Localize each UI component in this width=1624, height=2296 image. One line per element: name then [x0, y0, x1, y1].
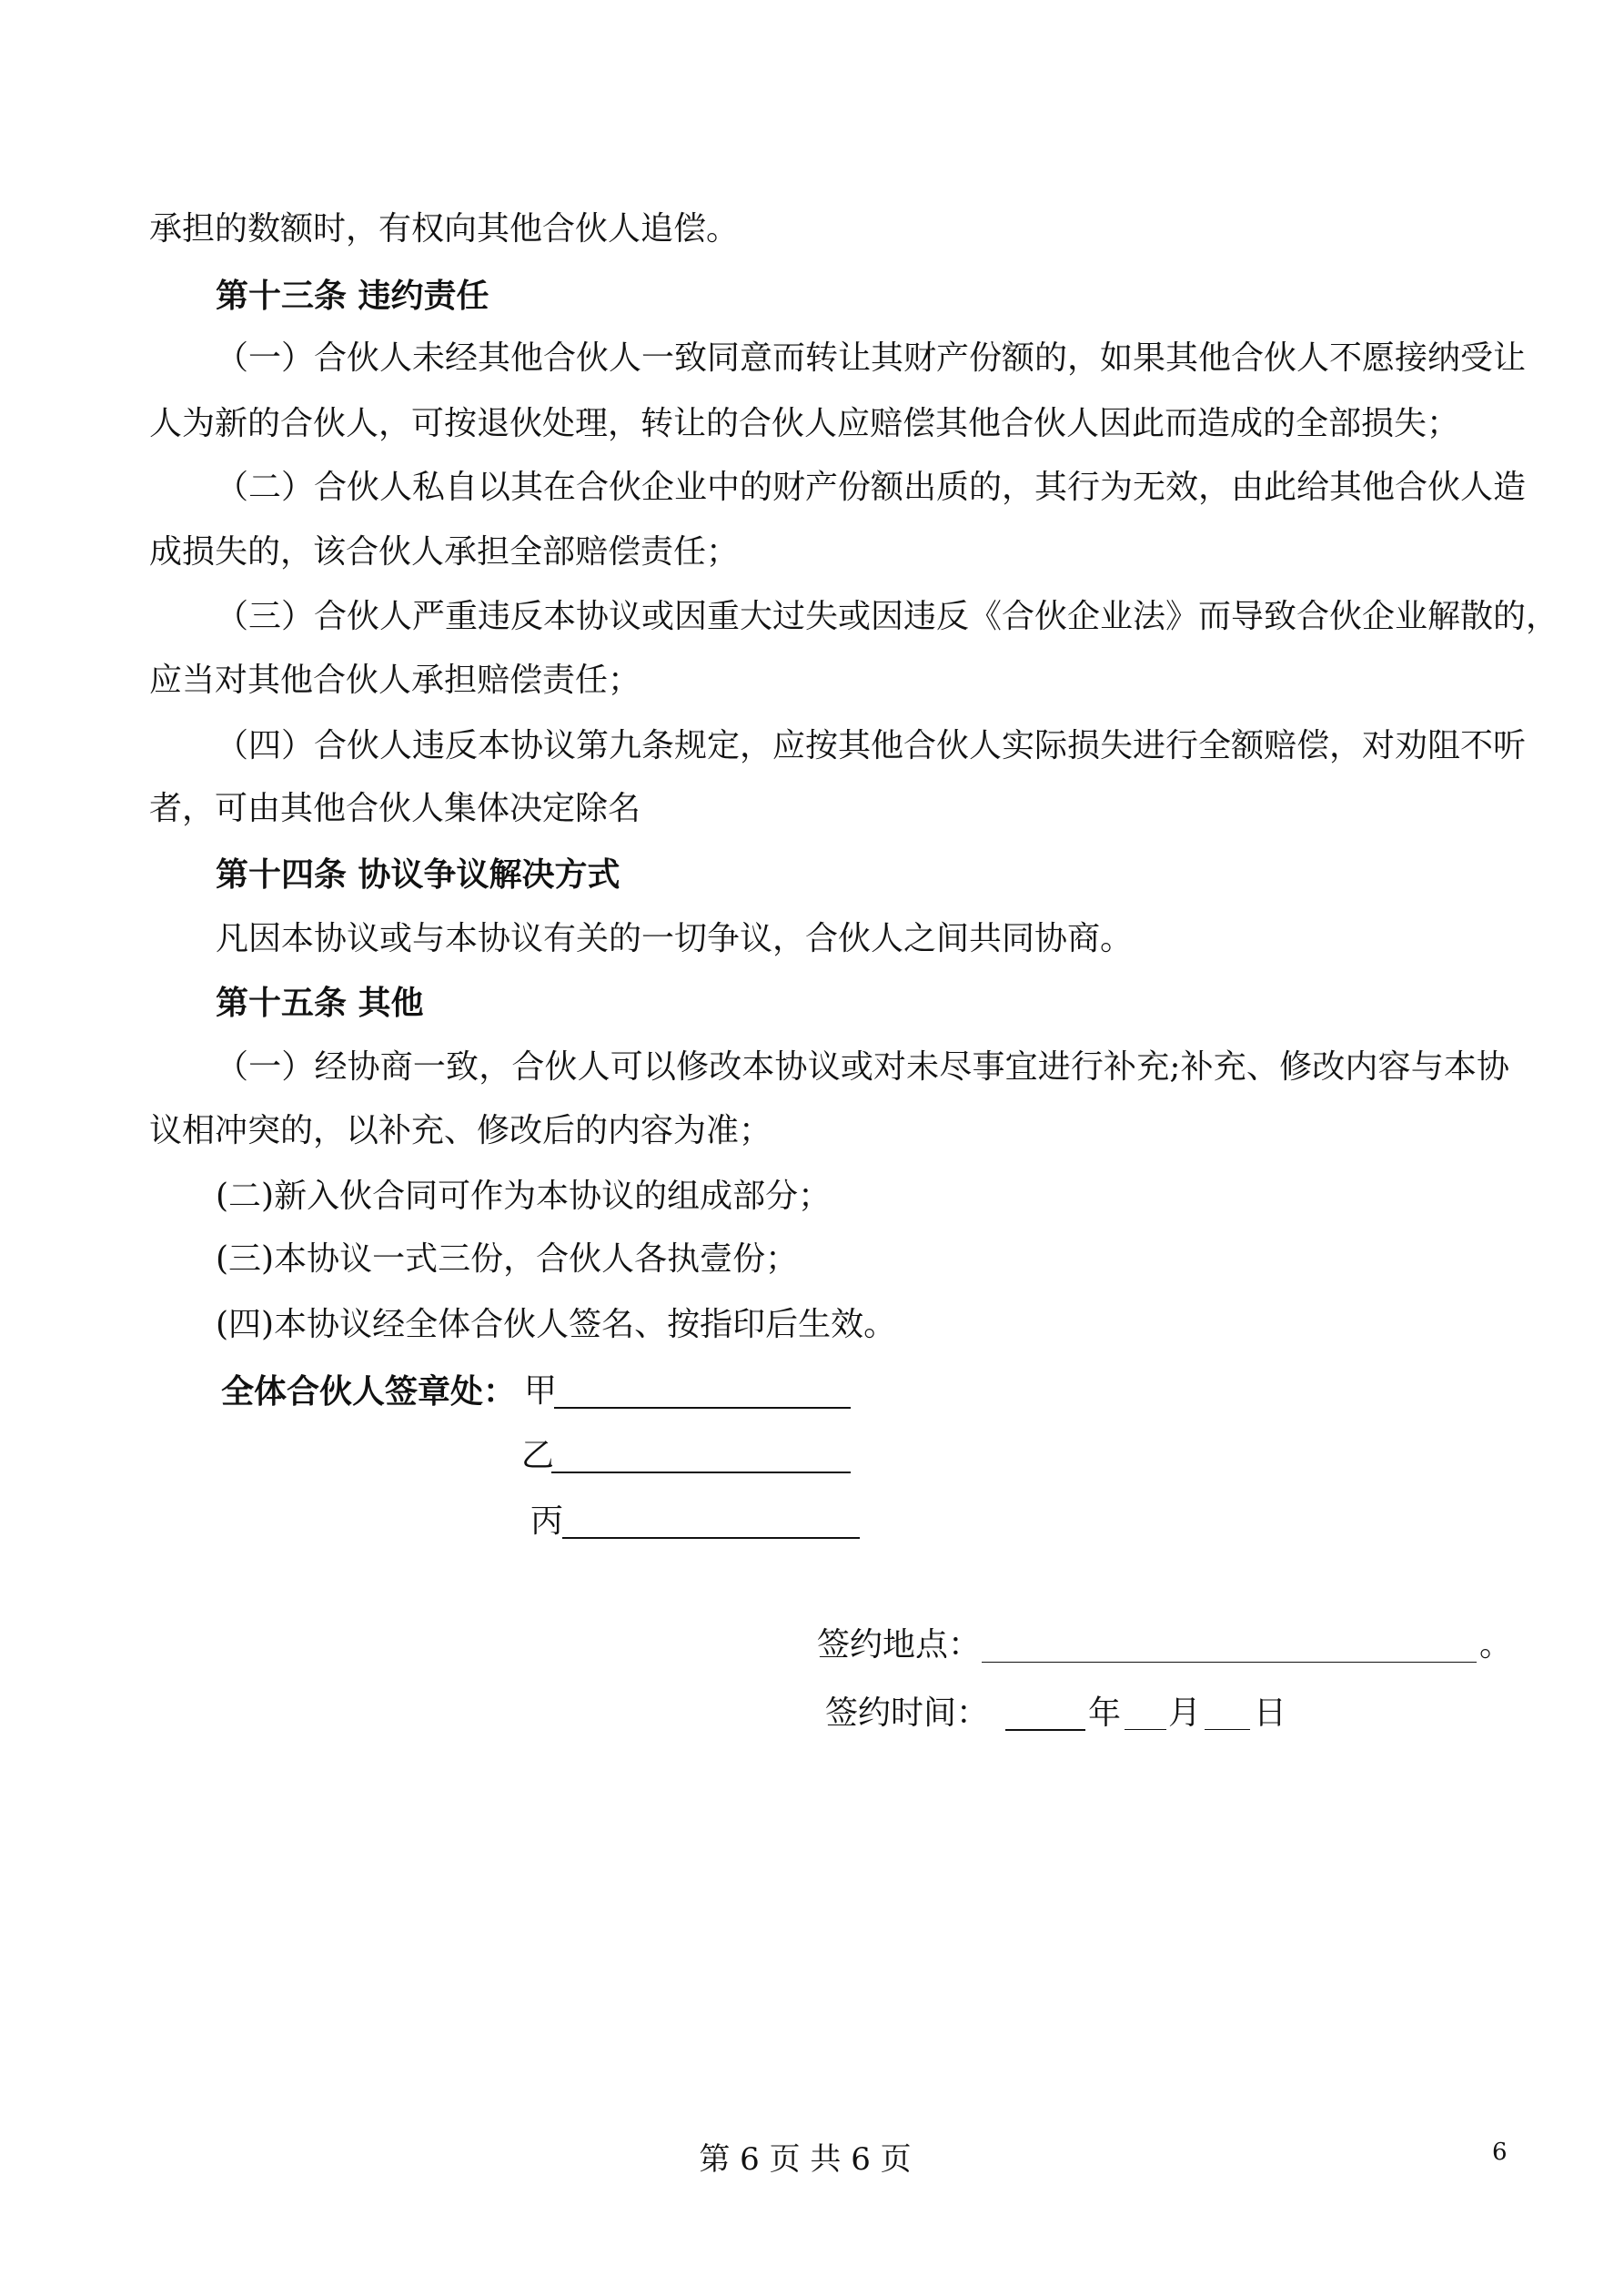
- paragraph-line: （一）经协商一致，合伙人可以修改本协议或对未尽事宜进行补充;补充、修改内容与本协: [216, 1048, 1509, 1086]
- year-blank: [1005, 1729, 1085, 1731]
- paragraph-line: 凡因本协议或与本协议有关的一切争议，合伙人之间共同协商。: [216, 920, 1134, 957]
- paragraph-line: 议相冲突的，以补充、修改后的内容为准；: [149, 1112, 772, 1149]
- paragraph-line: （三）合伙人严重违反本协议或因重大过失或因违反《合伙企业法》而导致合伙企业解散的，: [216, 598, 1559, 635]
- party-c-label: 丙: [530, 1502, 564, 1540]
- paragraph-line: （四）合伙人违反本协议第九条规定，应按其他合伙人实际损失进行全额赔偿，对劝阻不听: [216, 727, 1527, 764]
- party-b-label: 乙: [521, 1437, 555, 1474]
- party-a-label: 甲: [524, 1372, 558, 1410]
- signing-place-line: [982, 1662, 1477, 1663]
- article-14-heading: 第十四条 协议争议解决方式: [216, 855, 620, 894]
- article-13-heading: 第十三条 违约责任: [216, 277, 489, 315]
- paragraph-line: (二)新入伙合同可作为本协议的组成部分；: [216, 1178, 832, 1215]
- signing-time-label: 签约时间：: [825, 1694, 990, 1732]
- day-blank: [1205, 1729, 1250, 1730]
- paragraph-line: （二）合伙人私自以其在合伙企业中的财产份额出质的，其行为无效，由此给其他合伙人造: [216, 469, 1527, 506]
- signature-label: 全体合伙人签章处：: [221, 1372, 517, 1411]
- party-a-signature-line: [554, 1407, 851, 1409]
- day-label: 日: [1254, 1694, 1287, 1732]
- paragraph-line: 者，可由其他合伙人集体决定除名: [149, 790, 641, 827]
- year-label: 年: [1088, 1694, 1122, 1732]
- paragraph-line: 应当对其他合伙人承担赔偿责任；: [149, 662, 641, 699]
- month-label: 月: [1168, 1694, 1202, 1732]
- page-number: 6: [1492, 2139, 1508, 2166]
- paragraph-line: （一）合伙人未经其他合伙人一致同意而转让其财产份额的，如果其他合伙人不愿接纳受让: [216, 339, 1527, 377]
- paragraph-line: 人为新的合伙人，可按退伙处理，转让的合伙人应赔偿其他合伙人因此而造成的全部损失；: [149, 405, 1460, 442]
- paragraph-line: 承担的数额时，有权向其他合伙人追偿。: [149, 210, 740, 248]
- paragraph-line: 成损失的，该合伙人承担全部赔偿责任；: [149, 533, 740, 571]
- signing-place-label: 签约地点：: [817, 1626, 982, 1664]
- signing-place-end: 。: [1479, 1626, 1513, 1664]
- article-15-heading: 第十五条 其他: [216, 984, 424, 1022]
- paragraph-line: (四)本协议经全体合伙人签名、按指印后生效。: [216, 1306, 897, 1343]
- page-footer: 第 6 页 共 6 页: [699, 2141, 912, 2178]
- paragraph-line: (三)本协议一式三份，合伙人各执壹份；: [216, 1240, 799, 1278]
- party-c-signature-line: [562, 1537, 860, 1539]
- party-b-signature-line: [551, 1472, 851, 1473]
- month-blank: [1125, 1729, 1166, 1730]
